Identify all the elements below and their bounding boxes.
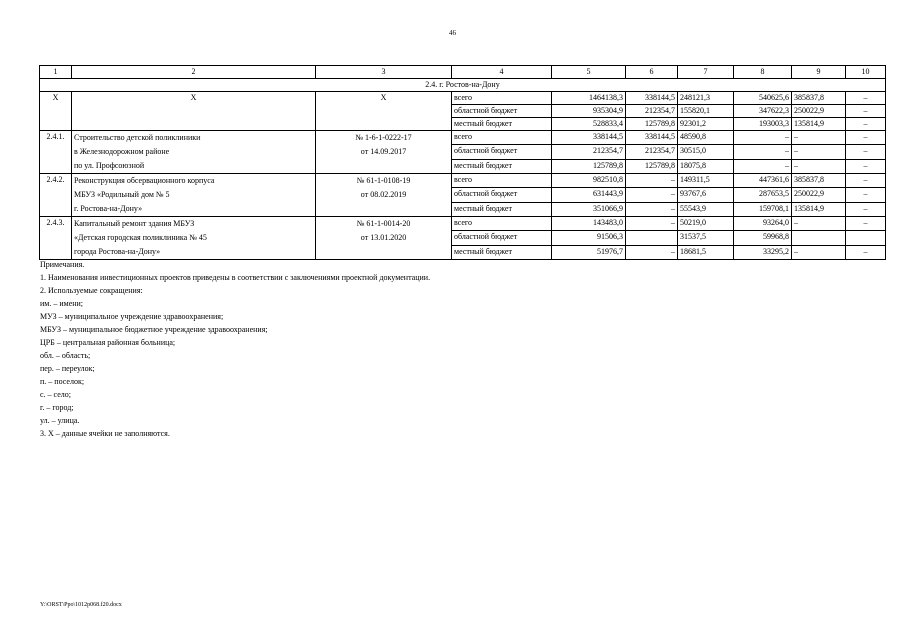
value-cell-year4: – [792,217,846,231]
summary-x-cell: Х [316,92,452,131]
project-number: 2.4.2. [40,174,72,217]
column-number-row [40,66,886,79]
project-name-line: «Детская городская поликлиника № 45 [74,233,207,242]
value-cell-year1 [626,231,678,245]
column-number-header: 10 [846,66,886,79]
note-line: ЦРБ – центральная районная больница; [40,338,176,347]
funding-type-cell: всего [452,92,552,105]
value-cell-year1: – [626,245,678,259]
value-cell-year4: 250022,9 [792,105,846,118]
note-line: с. – село; [40,390,71,399]
project-document-line: от 14.09.2017 [360,147,407,156]
note-line: ул. – улица. [40,416,80,425]
funding-type-cell: областной бюджет [452,145,552,159]
value-cell-year5: – [846,202,886,216]
table-row [40,131,886,145]
project-name-line: МБУЗ «Родильный дом № 5 [74,190,170,199]
value-cell-year3: 33295,2 [734,245,792,259]
project-document [316,131,452,174]
column-number-header: 9 [792,66,846,79]
note-line: пер. – переулок; [40,364,95,373]
value-cell-total: 528833,4 [552,118,626,131]
value-cell-year3: 159708,1 [734,202,792,216]
value-cell-year5: – [846,92,886,105]
value-cell-year2: 248121,3 [678,92,734,105]
project-document-line: № 61-1-0014-20 [356,219,411,228]
value-cell-year2: 93767,6 [678,188,734,202]
project-document-line: от 08.02.2019 [360,190,407,199]
value-cell-year2: 149311,5 [678,174,734,188]
project-name [72,174,316,217]
funding-type-cell: областной бюджет [452,188,552,202]
value-cell-year4: – [792,245,846,259]
table-row [40,92,886,105]
value-cell-year4: 385837,8 [792,92,846,105]
project-number: 2.4.3. [40,217,72,260]
value-cell-year2: 48590,8 [678,131,734,145]
column-number-header: 1 [40,66,72,79]
table-row [40,217,886,231]
summary-x-cell: Х [72,92,316,131]
value-cell-year5: – [846,217,886,231]
project-document [316,217,452,260]
value-cell-year1: 125789,8 [626,159,678,173]
value-cell-year5: – [846,131,886,145]
value-cell-year1: – [626,188,678,202]
project-document [316,174,452,217]
value-cell-year2: 31537,5 [678,231,734,245]
investment-table [39,65,886,260]
value-cell-year3: 193003,3 [734,118,792,131]
value-cell-total: 1464138,3 [552,92,626,105]
value-cell-year3: – [734,131,792,145]
value-cell-year5: – [846,188,886,202]
funding-type-cell: всего [452,217,552,231]
project-name [72,131,316,174]
column-number-header: 8 [734,66,792,79]
value-cell-total: 51976,7 [552,245,626,259]
value-cell-year5: – [846,174,886,188]
value-cell-year4: – [792,145,846,159]
project-number: 2.4.1. [40,131,72,174]
funding-type-cell: местный бюджет [452,159,552,173]
value-cell-year2: 92301,2 [678,118,734,131]
project-name-line: по ул. Профсоюзной [74,161,145,170]
value-cell-year4: 385837,8 [792,174,846,188]
value-cell-year3: 59968,8 [734,231,792,245]
note-line: МБУЗ – муниципальное бюджетное учреждение здравоохранения; [40,325,268,334]
value-cell-year2: 18681,5 [678,245,734,259]
value-cell-year1: – [626,217,678,231]
funding-type-cell: областной бюджет [452,231,552,245]
column-number-header: 3 [316,66,452,79]
note-line: 2. Используемые сокращения: [40,286,143,295]
value-cell-total: 935304,9 [552,105,626,118]
value-cell-year1: 338144,5 [626,131,678,145]
section-title: 2.4. г. Ростов-на-Дону [40,79,886,92]
value-cell-year3: – [734,159,792,173]
project-name-line: Строительство детской поликлиники [74,133,201,142]
table-row [40,174,886,188]
project-document-line: № 1-6-1-0222-17 [355,133,412,142]
value-cell-total: 91506,3 [552,231,626,245]
value-cell-year2: 18075,8 [678,159,734,173]
project-document-line: № 61-1-0108-19 [356,176,411,185]
value-cell-year4: – [792,159,846,173]
value-cell-year1: 125789,8 [626,118,678,131]
value-cell-total: 212354,7 [552,145,626,159]
funding-type-cell: всего [452,131,552,145]
note-line: обл. – область; [40,351,91,360]
value-cell-total: 982510,8 [552,174,626,188]
value-cell-year5: – [846,118,886,131]
page-number: 46 [449,29,456,37]
value-cell-year3: 93264,0 [734,217,792,231]
value-cell-year2: 30515,0 [678,145,734,159]
project-name-line: в Железнодорожном районе [74,147,170,156]
project-name-line: города Ростова-на-Дону» [74,247,161,256]
value-cell-year5: – [846,105,886,118]
note-line: 3. Х – данные ячейки не заполняются. [40,429,170,438]
value-cell-year5 [846,231,886,245]
column-number-header: 7 [678,66,734,79]
value-cell-total: 631443,9 [552,188,626,202]
value-cell-year3: 447361,6 [734,174,792,188]
value-cell-year1: 212354,7 [626,145,678,159]
project-name-line: Капитальный ремонт здания МБУЗ [74,219,195,228]
value-cell-year1: 212354,7 [626,105,678,118]
notes-section [40,258,430,440]
value-cell-year5: – [846,145,886,159]
value-cell-year4: – [792,131,846,145]
funding-type-cell: местный бюджет [452,202,552,216]
funding-type-cell: областной бюджет [452,105,552,118]
footer-file-path: Y:\ORST\Ppo\1012p068.f20.docx [40,602,122,608]
summary-x-cell: Х [40,92,72,131]
project-document-line: от 13.01.2020 [360,233,407,242]
table-body [40,66,886,260]
value-cell-year4 [792,231,846,245]
value-cell-total: 125789,8 [552,159,626,173]
value-cell-year5: – [846,159,886,173]
value-cell-year3: 540625,6 [734,92,792,105]
value-cell-total: 338144,5 [552,131,626,145]
project-name [72,217,316,260]
value-cell-year5: – [846,245,886,259]
section-row [40,79,886,92]
column-number-header: 5 [552,66,626,79]
value-cell-total: 143483,0 [552,217,626,231]
column-number-header: 4 [452,66,552,79]
note-line: МУЗ – муниципальное учреждение здравоохранения; [40,312,224,321]
value-cell-year4: 135814,9 [792,202,846,216]
funding-type-cell: местный бюджет [452,118,552,131]
note-line: п. – поселок; [40,377,85,386]
value-cell-year1: – [626,174,678,188]
project-name-line: г. Ростова-на-Дону» [74,204,143,213]
value-cell-total: 351066,9 [552,202,626,216]
value-cell-year3: – [734,145,792,159]
value-cell-year4: 250022,9 [792,188,846,202]
note-line: им. – имени; [40,299,84,308]
note-line: 1. Наименования инвестиционных проектов приведены в соответствии с заключениями проектной документации. [40,273,431,282]
value-cell-year2: 55543,9 [678,202,734,216]
note-line: Примечания. [40,260,85,269]
note-line: г. – город; [40,403,74,412]
column-number-header: 6 [626,66,678,79]
project-name-line: Реконструкция обсервационного корпуса [74,176,215,185]
column-number-header: 2 [72,66,316,79]
value-cell-year1: – [626,202,678,216]
value-cell-year3: 287653,5 [734,188,792,202]
funding-type-cell: местный бюджет [452,245,552,259]
value-cell-year4: 135814,9 [792,118,846,131]
value-cell-year3: 347622,3 [734,105,792,118]
funding-type-cell: всего [452,174,552,188]
value-cell-year2: 155820,1 [678,105,734,118]
value-cell-year1: 338144,5 [626,92,678,105]
value-cell-year2: 50219,0 [678,217,734,231]
